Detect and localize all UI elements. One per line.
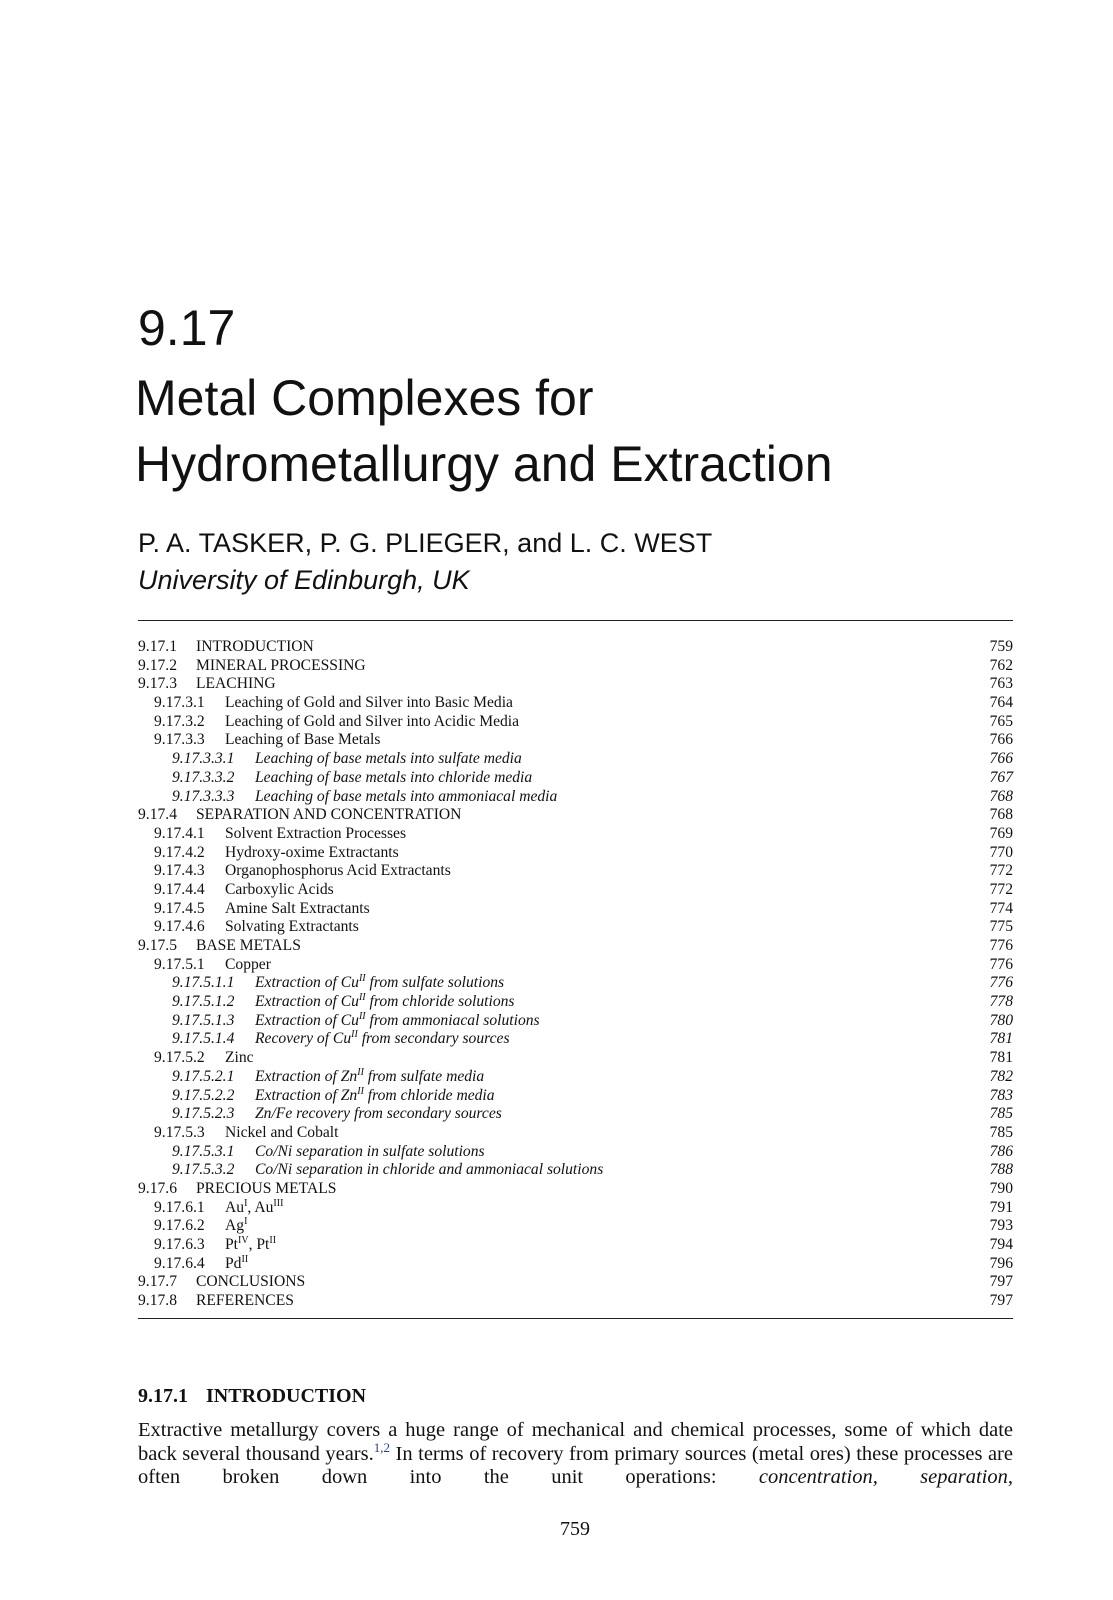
chapter-title-line1: Metal Complexes for xyxy=(135,370,594,426)
toc-entry[interactable] xyxy=(138,1217,1013,1236)
toc-entry-number: 9.17.5.1 xyxy=(154,955,205,973)
toc-entry[interactable] xyxy=(138,657,1013,676)
toc-entry-number: 9.17.3.2 xyxy=(154,712,205,730)
section-heading xyxy=(138,1385,366,1408)
toc-entry-page: 764 xyxy=(989,694,1013,712)
toc-entry-title: Solvating Extractants xyxy=(225,918,359,936)
toc-entry-number: 9.17.5.2.1 xyxy=(172,1067,235,1085)
toc-entry-page: 772 xyxy=(989,880,1013,898)
toc-entry-title: INTRODUCTION xyxy=(196,638,314,655)
toc-entry-page: 775 xyxy=(989,918,1013,936)
toc-entry-page: 772 xyxy=(989,862,1013,880)
toc-entry-title: Extraction of $Zn^{II}$ from sulfate media xyxy=(255,1066,485,1085)
table-of-contents xyxy=(138,638,1013,1311)
toc-entry[interactable] xyxy=(138,1124,1013,1143)
toc-entry-page: 768 xyxy=(989,806,1013,824)
toc-entry-page: 797 xyxy=(989,1273,1013,1291)
toc-entry-number: 9.17.7 xyxy=(138,1273,177,1291)
toc-entry-number: 9.17.6.4 xyxy=(154,1254,205,1272)
toc-entry-title: $Pd^{II}$ xyxy=(225,1253,249,1272)
toc-entry[interactable] xyxy=(138,881,1013,900)
toc-entry-title: Solvent Extraction Processes xyxy=(225,824,407,842)
toc-entry[interactable] xyxy=(138,694,1013,713)
toc-entry-number: 9.17.1 xyxy=(138,638,177,655)
toc-entry-page: 774 xyxy=(989,899,1013,917)
toc-entry[interactable] xyxy=(138,937,1013,956)
toc-entry[interactable] xyxy=(138,1292,1013,1311)
toc-entry[interactable] xyxy=(138,788,1013,807)
oxidation-state-superscript: III xyxy=(273,1197,284,1209)
toc-entry-page: 769 xyxy=(989,824,1013,842)
toc-entry[interactable] xyxy=(138,1087,1013,1106)
toc-entry-title: BASE METALS xyxy=(196,937,301,954)
oxidation-state-superscript: II xyxy=(358,991,366,1003)
toc-entry[interactable] xyxy=(138,1143,1013,1162)
toc-entry[interactable] xyxy=(138,1180,1013,1199)
toc-entry-number: 9.17.4.4 xyxy=(154,880,205,898)
toc-entry-title: $Ag^I$ xyxy=(225,1216,248,1235)
toc-entry-number: 9.17.5.2.2 xyxy=(172,1086,235,1104)
toc-entry[interactable] xyxy=(138,956,1013,975)
toc-entry-title: Extraction of $Cu^{II}$ from ammoniacal solutions xyxy=(255,1010,540,1029)
toc-entry-number: 9.17.4.2 xyxy=(154,843,205,861)
citation-link[interactable]: 1,2 xyxy=(373,1439,390,1455)
toc-entry[interactable] xyxy=(138,1030,1013,1049)
toc-entry[interactable] xyxy=(138,844,1013,863)
toc-entry-number: 9.17.6.2 xyxy=(154,1217,205,1235)
toc-entry-page: 796 xyxy=(989,1254,1013,1272)
toc-entry-title: Zinc xyxy=(225,1049,254,1067)
toc-entry-number: 9.17.3.3.2 xyxy=(172,768,235,786)
toc-entry-page: 759 xyxy=(989,638,1013,655)
toc-entry-title: Hydroxy-oxime Extractants xyxy=(225,843,399,861)
chapter-title-line2: Hydrometallurgy and Extraction xyxy=(135,436,833,492)
toc-entry-number: 9.17.3.1 xyxy=(154,694,205,712)
toc-entry[interactable] xyxy=(138,900,1013,919)
toc-entry-page: 763 xyxy=(989,675,1013,693)
toc-entry-title: $Pt^{IV}$, $Pt^{II}$ xyxy=(225,1234,277,1253)
toc-entry[interactable] xyxy=(138,993,1013,1012)
oxidation-state-superscript: II xyxy=(358,973,366,985)
toc-entry[interactable] xyxy=(138,750,1013,769)
para-text-a: Extractive metallurgy covers a huge range of mechanical and chemical processes, some of which date back several thousand years. xyxy=(138,1419,1013,1465)
toc-entry-page: 793 xyxy=(989,1217,1013,1235)
toc-entry-title: Amine Salt Extractants xyxy=(225,899,370,917)
oxidation-state-superscript: IV xyxy=(238,1234,249,1246)
toc-entry-title: Recovery of $Cu^{II}$ from secondary sources xyxy=(255,1029,510,1048)
toc-entry-page: 794 xyxy=(989,1236,1013,1253)
affiliation: University of Edinburgh, UK xyxy=(138,565,470,595)
chapter-number: 9.17 xyxy=(138,300,236,356)
toc-entry-number: 9.17.3.3.3 xyxy=(172,787,235,805)
toc-entry-title: Leaching of Gold and Silver into Basic Media xyxy=(225,694,513,712)
toc-entry-title: PRECIOUS METALS xyxy=(196,1179,337,1197)
toc-entry-title: $Au^I$, $Au^{III}$ xyxy=(225,1197,284,1216)
toc-entry-number: 9.17.5.2.3 xyxy=(172,1105,235,1123)
section-number: 9.17.1 xyxy=(138,1385,188,1407)
toc-entry[interactable] xyxy=(138,806,1013,825)
toc-entry-number: 9.17.4.5 xyxy=(154,899,205,917)
toc-entry-title: Co/Ni separation in sulfate solutions xyxy=(255,1142,485,1160)
toc-entry-page: 780 xyxy=(989,1011,1013,1029)
toc-entry-number: 9.17.5.1.1 xyxy=(172,974,235,992)
oxidation-state-superscript: II xyxy=(351,1029,358,1041)
toc-entry-number: 9.17.5.1.2 xyxy=(172,993,235,1011)
toc-entry-number: 9.17.5.3.2 xyxy=(172,1161,235,1179)
toc-entry-number: 9.17.6 xyxy=(138,1179,177,1197)
toc-entry-title: Leaching of base metals into sulfate media xyxy=(255,750,522,768)
toc-entry-title: Organophosphorus Acid Extractants xyxy=(225,862,451,880)
toc-entry-page: 767 xyxy=(989,768,1013,786)
toc-entry[interactable] xyxy=(138,675,1013,694)
intro-paragraph xyxy=(138,1419,1013,1490)
toc-entry-title: Leaching of base metals into chloride media xyxy=(255,768,533,786)
toc-entry[interactable] xyxy=(138,918,1013,937)
oxidation-state-superscript: II xyxy=(269,1234,277,1246)
authors: P. A. TASKER, P. G. PLIEGER, and L. C. WEST xyxy=(138,528,713,558)
toc-entry-page: 768 xyxy=(989,787,1013,805)
toc-entry-number: 9.17.8 xyxy=(138,1292,177,1310)
toc-entry[interactable] xyxy=(138,1105,1013,1124)
toc-entry-page: 783 xyxy=(989,1086,1013,1104)
toc-entry[interactable] xyxy=(138,1012,1013,1031)
toc-entry-page: 776 xyxy=(989,955,1013,973)
toc-entry-page: 790 xyxy=(989,1179,1013,1197)
toc-entry-title: Copper xyxy=(225,955,271,973)
toc-entry-title: REFERENCES xyxy=(196,1292,294,1310)
oxidation-state-superscript: II xyxy=(357,1085,364,1097)
toc-entry-number: 9.17.3 xyxy=(138,675,177,693)
toc-entry-page: 766 xyxy=(989,750,1013,768)
toc-entry-number: 9.17.5.1.3 xyxy=(172,1011,235,1029)
toc-entry-title: Extraction of $Cu^{II}$ from sulfate solutions xyxy=(255,973,505,992)
toc-entry-page: 770 xyxy=(989,843,1013,861)
toc-entry-page: 781 xyxy=(989,1030,1013,1048)
toc-entry[interactable] xyxy=(138,1068,1013,1087)
toc-entry[interactable] xyxy=(138,769,1013,788)
toc-entry-title: Nickel and Cobalt xyxy=(225,1123,339,1141)
toc-entry-page: 765 xyxy=(989,712,1013,730)
toc-entry-title: SEPARATION AND CONCENTRATION xyxy=(196,806,462,824)
toc-entry-title: Zn/Fe recovery from secondary sources xyxy=(255,1105,502,1123)
toc-entry-page: 762 xyxy=(989,656,1013,674)
toc-entry-page: 766 xyxy=(989,731,1013,749)
toc-entry-title: MINERAL PROCESSING xyxy=(196,656,366,674)
toc-entry[interactable] xyxy=(138,1236,1013,1255)
toc-entry-number: 9.17.5 xyxy=(138,937,177,954)
toc-entry-page: 782 xyxy=(989,1067,1013,1085)
oxidation-state-superscript: II xyxy=(241,1253,249,1265)
toc-entry-number: 9.17.5.3 xyxy=(154,1123,205,1141)
oxidation-state-superscript: II xyxy=(357,1066,364,1078)
toc-entry-title: CONCLUSIONS xyxy=(196,1273,306,1291)
toc-entry-page: 776 xyxy=(989,974,1013,992)
toc-entry[interactable] xyxy=(138,713,1013,732)
toc-entry-page: 797 xyxy=(989,1292,1013,1310)
toc-entry[interactable] xyxy=(138,1161,1013,1180)
toc-entry-title: Extraction of $Zn^{II}$ from chloride media xyxy=(255,1085,495,1104)
toc-entry-number: 9.17.4.6 xyxy=(154,918,205,936)
toc-bottom-rule xyxy=(138,1318,1013,1319)
toc-entry-number: 9.17.2 xyxy=(138,656,177,674)
toc-entry[interactable] xyxy=(138,825,1013,844)
toc-entry[interactable] xyxy=(138,638,1013,657)
toc-entry[interactable] xyxy=(138,1273,1013,1292)
para-text-italic: concentration, separation, xyxy=(758,1466,1013,1488)
toc-entry-number: 9.17.4.1 xyxy=(154,824,205,842)
oxidation-state-superscript: II xyxy=(358,1010,366,1022)
page-number: 759 xyxy=(560,1518,590,1540)
toc-entry-number: 9.17.5.3.1 xyxy=(172,1142,235,1160)
toc-entry-page: 786 xyxy=(989,1142,1013,1160)
toc-entry-page: 776 xyxy=(989,937,1013,954)
toc-entry-number: 9.17.5.1.4 xyxy=(172,1030,235,1048)
toc-entry-title: Co/Ni separation in chloride and ammoniacal solutions xyxy=(255,1161,604,1179)
toc-entry-title: Leaching of Gold and Silver into Acidic Media xyxy=(225,712,520,730)
toc-entry-page: 781 xyxy=(989,1049,1013,1067)
toc-entry-page: 778 xyxy=(989,993,1013,1011)
para-text-b: In terms of recovery from primary sources (metal ores) these processes are often broken down into the unit operations: xyxy=(138,1442,1013,1488)
section-title: INTRODUCTION xyxy=(206,1385,367,1407)
toc-entry-number: 9.17.4 xyxy=(138,806,177,824)
toc-entry[interactable] xyxy=(138,1199,1013,1218)
oxidation-state-superscript: I xyxy=(244,1197,248,1209)
toc-entry-title: LEACHING xyxy=(196,675,276,693)
toc-entry-title: Leaching of Base Metals xyxy=(225,731,381,749)
toc-entry-number: 9.17.6.1 xyxy=(154,1198,205,1216)
toc-entry[interactable] xyxy=(138,974,1013,993)
toc-top-rule xyxy=(138,620,1013,621)
chapter-title xyxy=(135,365,833,497)
toc-entry-title: Leaching of base metals into ammoniacal media xyxy=(255,787,558,805)
toc-entry-number: 9.17.3.3 xyxy=(154,731,205,749)
toc-entry-page: 788 xyxy=(989,1161,1013,1179)
toc-entry-number: 9.17.3.3.1 xyxy=(172,750,235,768)
toc-entry-number: 9.17.5.2 xyxy=(154,1049,205,1067)
toc-entry-title: Extraction of $Cu^{II}$ from chloride solutions xyxy=(255,991,515,1011)
toc-entry-number: 9.17.4.3 xyxy=(154,862,205,880)
toc-entry-page: 785 xyxy=(989,1123,1013,1141)
toc-entry[interactable] xyxy=(138,862,1013,881)
toc-entry-title: Carboxylic Acids xyxy=(225,880,334,898)
toc-entry[interactable] xyxy=(138,731,1013,750)
toc-entry[interactable] xyxy=(138,1255,1013,1274)
toc-entry[interactable] xyxy=(138,1049,1013,1068)
toc-entry-page: 791 xyxy=(989,1198,1013,1216)
toc-entry-number: 9.17.6.3 xyxy=(154,1236,205,1253)
oxidation-state-superscript: I xyxy=(244,1216,248,1228)
toc-entry-page: 785 xyxy=(989,1105,1013,1123)
